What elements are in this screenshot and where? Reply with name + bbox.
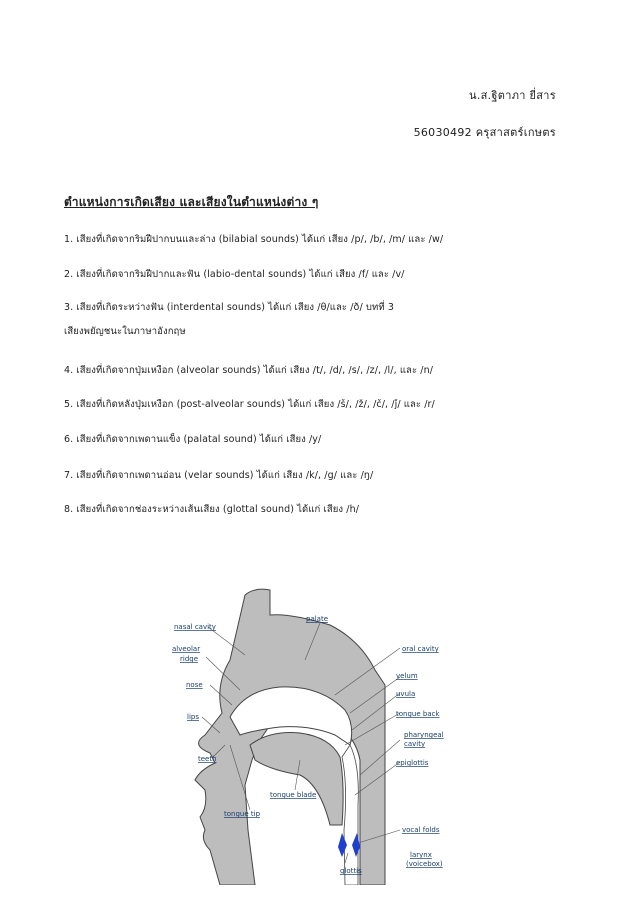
label-vocal-folds: vocal folds [402,826,440,834]
label-alveolar: alveolar [172,645,201,653]
item-1: 1. เสียงที่เกิดจากริมฝีปากบนและล่าง (bilabial sounds) ได้แก่ เสียง /p/, /b/, /m/ และ /w/ [64,234,444,245]
student-id: 56030492 ครุสาสตร์เกษตร [413,126,556,139]
label-epiglottis: epiglottis [396,759,429,767]
pharynx-space [342,745,358,885]
label-voicebox: (voicebox) [406,860,443,868]
label-cavity: cavity [404,740,426,748]
label-glottis: glottis [340,867,362,875]
label-ridge: ridge [180,655,199,663]
item-6: 6. เสียงที่เกิดจากเพดานแข็ง (palatal sound) ได้แก่ เสียง /y/ [64,434,322,445]
label-pharyngeal: pharyngeal [404,731,444,739]
label-nasal-cavity: nasal cavity [174,623,216,631]
item-7: 7. เสียงที่เกิดจากเพดานอ่อน (velar sounds) ได้แก่ เสียง /k/, /g/ และ /ŋ/ [64,470,374,481]
label-lips: lips [187,713,199,721]
item-3-cont: เสียงพยัญชนะในภาษาอังกฤษ [64,326,186,337]
item-4: 4. เสียงที่เกิดจากปุ่มเหงือก (alveolar sounds) ได้แก่ เสียง /t/, /d/, /s/, /z/, /l/, และ /n/ [64,365,434,376]
item-5: 5. เสียงที่เกิดหลังปุ่มเหงือก (post-alveolar sounds) ได้แก่ เสียง /š/, /ž/, /č/, /ǰ/ และ /r/ [64,399,435,410]
label-nose: nose [186,681,203,689]
vocal-tract-diagram [160,585,480,885]
page-title: ตำแหน่งการเกิดเสียง และเสียงในตำแหน่งต่าง ๆ [64,195,319,209]
item-2: 2. เสียงที่เกิดจากริมฝีปากและฟัน (labio-dental sounds) ได้แก่ เสียง /f/ และ /v/ [64,269,405,280]
label-teeth: teeth [198,755,217,763]
label-tongue-tip: tongue tip [224,810,261,818]
label-palate: palate [306,615,329,623]
item-3: 3. เสียงที่เกิดระหว่างฟัน (interdental sounds) ได้แก่ เสียง /θ/และ /ð/ บทที่ 3 [64,302,395,313]
label-larynx: larynx [410,851,432,859]
label-oral-cavity: oral cavity [402,645,439,653]
author-name: น.ส.ฐิตาภา ยี่สาร [469,89,556,102]
label-tongue-back: tongue back [396,710,440,718]
label-uvula: uvula [396,690,416,698]
tongue-shape [250,733,343,826]
label-tongue-blade: tongue blade [270,791,317,799]
item-8: 8. เสียงที่เกิดจากช่องระหว่างเส้นเสียง (glottal sound) ได้แก่ เสียง /h/ [64,504,360,515]
label-velum: velum [396,672,418,680]
